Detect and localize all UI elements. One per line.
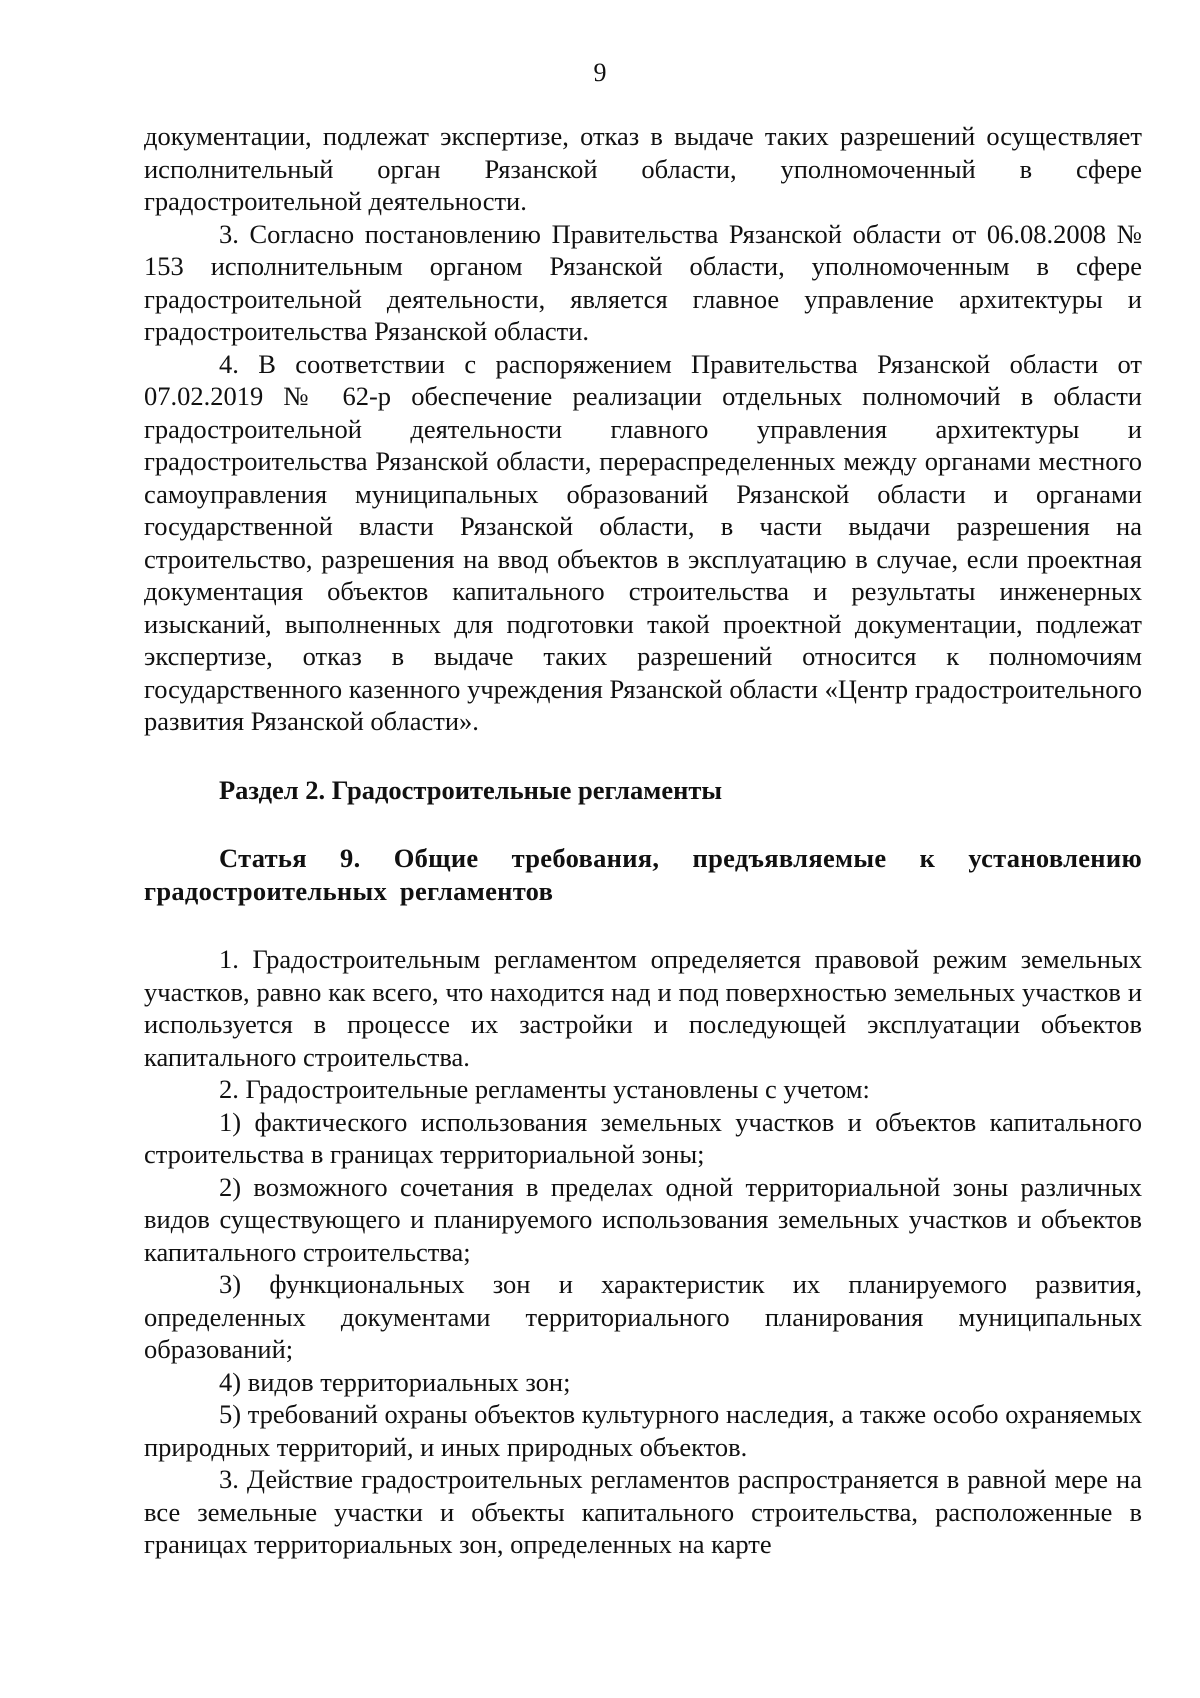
list-item-3: 3) функциональных зон и характеристик их планируемого развития, определенных документами территориального планирования муниципальных образований;	[144, 1269, 1142, 1364]
list-item-5: 5) требований охраны объектов культурного наследия, а также особо охраняемых природных территорий, и иных природных объектов.	[144, 1399, 1142, 1462]
page-number: 9	[593, 58, 607, 87]
list-item-1: 1) фактического использования земельных участков и объектов капитального строительства в границах территориальной зоны;	[144, 1106, 1142, 1169]
section-title: Раздел 2. Градостроительные регламенты	[219, 774, 723, 805]
list-item-4: 4) видов территориальных зон;	[219, 1366, 571, 1397]
paragraph-regulation-2: 2. Градостроительные регламенты установлены с учетом:	[219, 1074, 870, 1104]
list-item-2: 2) возможного сочетания в пределах одной территориальной зоны различных видов существующего и планируемого использования земельных участков и объектов капитального строительства;	[144, 1171, 1142, 1267]
document-body	[144, 120, 1142, 1561]
spacer	[144, 907, 1142, 943]
paragraph-item-3: 3. Согласно постановлению Правительства Рязанской области от 06.08.2008 № 153 исполнительным органом Рязанской области, уполномоченным в сфере градостроительной деятельности, является главное управление архитектуры и градостроительства Рязанской области.	[144, 218, 1142, 346]
paragraph-regulation-3: 3. Действие градостроительных регламентов распространяется в равной мере на все земельные участки и объекты капитального строительства, расположенные в границах территориальных зон, определенных на карте	[144, 1464, 1142, 1559]
paragraph-continuation: документации, подлежат экспертизе, отказ в выдаче таких разрешений осуществляет исполнительный орган Рязанской области, уполномоченный в сфере градостроительной деятельности.	[144, 121, 1142, 216]
paragraph-item-4: 4. В соответствии с распоряжением Правительства Рязанской области от 07.02.2019 № 62-р обеспечение реализации отдельных полномочий в области градостроительной деятельности главного управления архитектуры и градостроительства Рязанской области, перераспределенных между органами местного самоуправления муниципальных образований Рязанской области и органами государственной власти Рязанской области, в части выдачи разрешения на строительство, разрешения на ввод объектов в эксплуатацию в случае, если проектная документация объектов капитального строительства и результаты инженерных изысканий, выполненных для подготовки такой проектной документации, подлежат экспертизе, отказ в выдаче таких разрешений относится к полномочиям государственного казенного учреждения Рязанской области «Центр градостроительного развития Рязанской области».	[144, 348, 1142, 736]
paragraph-regulation-1: 1. Градостроительным регламентом определяется правовой режим земельных участков, равно как всего, что находится над и под поверхностью земельных участков и используется в процессе их застройки и последующей эксплуатации объектов капитального строительства.	[144, 944, 1142, 1072]
article-title: Статья 9. Общие требования, предъявляемые к установлению градостроительных регламентов	[144, 843, 1142, 906]
